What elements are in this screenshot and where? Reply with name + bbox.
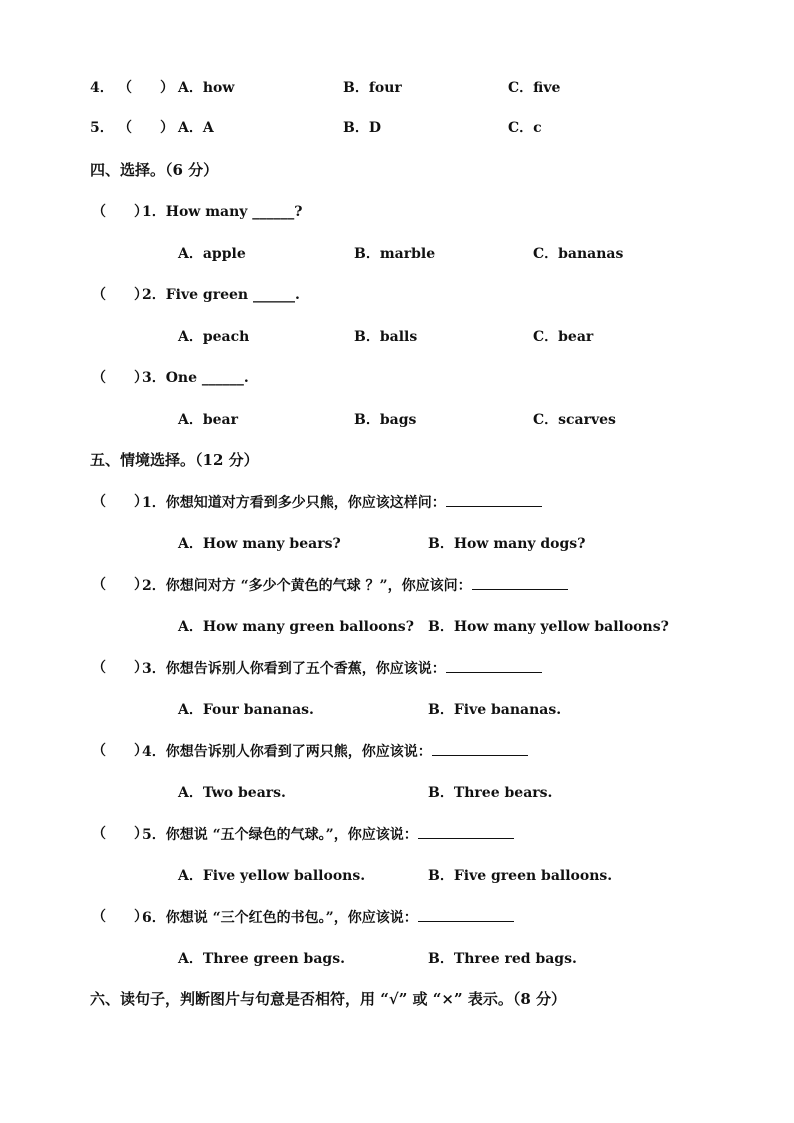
question-stem: 5．你想说 “五个绿色的气球。”，你应该说： [142,824,514,845]
answer-blank[interactable] [418,907,514,922]
option-b: B．Five green balloons. [428,868,613,884]
choice-options [0,410,794,430]
situation-question-stem [0,492,794,512]
answer-paren[interactable]: （ ） [92,577,148,593]
option-a: A．How many bears? [178,536,341,552]
answer-paren[interactable]: （ ） [92,370,148,386]
answer-paren[interactable]: （ ） [92,660,148,676]
answer-paren[interactable]: （ ） [92,204,148,220]
option-b: B．How many yellow balloons? [428,619,669,635]
question-number: 5． [90,120,114,136]
answer-blank[interactable] [418,824,514,839]
answer-blank[interactable] [446,658,542,673]
answer-paren[interactable]: （ ） [92,826,148,842]
situation-question-stem [0,824,794,844]
option-b: B．How many dogs? [428,536,586,552]
answer-paren[interactable]: （ ） [92,494,148,510]
answer-blank[interactable] [432,741,528,756]
option-a: A．bear [178,412,239,428]
question-stem: 3．你想告诉别人你看到了五个香蕉，你应该说： [142,658,542,679]
question-stem: 2．Five green ______. [142,287,300,303]
answer-paren[interactable]: （ ） [118,80,174,96]
answer-blank[interactable] [446,492,542,507]
answer-paren[interactable]: （ ） [92,743,148,759]
situation-options [0,534,794,554]
choice-options [0,244,794,264]
question-row-5 [0,118,794,138]
choice-question-stem [0,368,794,388]
option-a: A．Two bears. [178,785,286,801]
question-number: 4． [90,80,114,96]
option-b: B．Three bears. [428,785,553,801]
option-a: A．Four bananas. [178,702,314,718]
choice-question-stem [0,202,794,222]
option-b: B．Three red bags. [428,951,577,967]
situation-question-stem [0,907,794,927]
option-b: B．balls [354,329,418,345]
option-a: A．how [178,80,235,96]
section-heading [0,989,794,1009]
section-heading [0,450,794,470]
option-a: A．peach [178,329,250,345]
section-4-title: 四、选择。（6 分） [90,161,219,179]
situation-question-stem [0,575,794,595]
situation-options [0,617,794,637]
situation-question-stem [0,658,794,678]
question-stem: 4．你想告诉别人你看到了两只熊，你应该说： [142,741,528,762]
question-stem: 1．你想知道对方看到多少只熊，你应该这样问： [142,492,542,513]
option-a: A．How many green balloons? [178,619,414,635]
option-c: C．scarves [533,412,616,428]
option-b: B．Five bananas. [428,702,562,718]
situation-options [0,783,794,803]
answer-paren[interactable]: （ ） [92,287,148,303]
question-stem: 2．你想问对方 “多少个黄色的气球 ？”，你应该问： [142,575,568,596]
question-stem: 6．你想说 “三个红色的书包。”，你应该说： [142,907,514,928]
situation-options [0,866,794,886]
section-5-title: 五、情境选择。（12 分） [90,451,259,469]
situation-question-stem [0,741,794,761]
situation-options [0,949,794,969]
option-b: B．four [343,80,402,96]
section-6-title: 六、读句子，判断图片与句意是否相符，用 “√” 或 “×” 表示。（8 分） [90,990,566,1008]
question-stem: 1．How many ______? [142,204,303,220]
option-a: A．Three green bags. [178,951,345,967]
answer-blank[interactable] [472,575,568,590]
option-c: C．c [508,120,542,136]
answer-paren[interactable]: （ ） [118,120,174,136]
option-b: B．D [343,120,381,136]
option-c: C．bananas [533,246,624,262]
question-row-4 [0,78,794,98]
question-stem: 3．One ______. [142,370,249,386]
choice-options [0,327,794,347]
option-b: B．marble [354,246,436,262]
situation-options [0,700,794,720]
section-heading [0,160,794,180]
choice-question-stem [0,285,794,305]
option-c: C．five [508,80,561,96]
option-a: A．Five yellow balloons. [178,868,366,884]
option-a: A．apple [178,246,246,262]
answer-paren[interactable]: （ ） [92,909,148,925]
option-b: B．bags [354,412,417,428]
option-a: A．A [178,120,214,136]
option-c: C．bear [533,329,594,345]
